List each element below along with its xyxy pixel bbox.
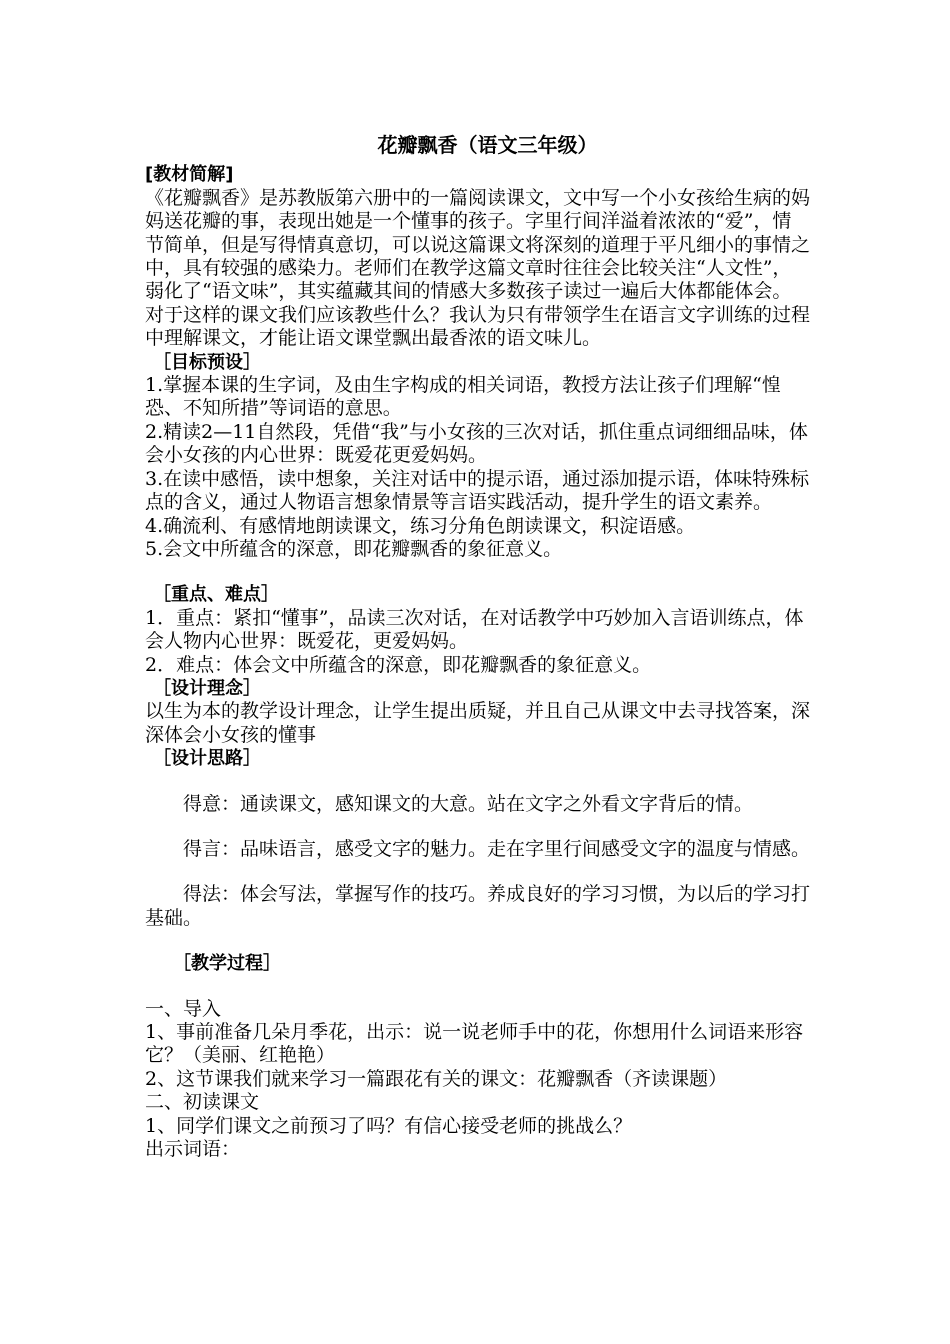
key-heading: ［重点、难点］ [153, 584, 279, 606]
key-item: 1．重点：紧扣“懂事”，品读三次对话，在对话教学中巧妙加入言语训练点，体会人物内心世界：既爱花，更爱妈妈。 [145, 606, 804, 653]
process-line: 一、导入 [145, 997, 222, 1020]
process-line: 1、同学们课文之前预习了吗？有信心接受老师的挑战么？ [145, 1114, 633, 1137]
process-line: 1、事前准备几朵月季花，出示：说一说老师手中的花，你想用什么词语来形容它？（美丽、红艳艳） [145, 1021, 804, 1067]
key-item: 2．难点：体会文中所蕴含的深意，即花瓣飘香的象征意义。 [145, 653, 652, 676]
thinking-heading: ［设计思路］ [153, 748, 261, 770]
document-page [145, 134, 810, 1161]
goal-item: 3.在读中感悟，读中想象，关注对话中的提示语，通过添加提示语，体味特殊标点的含义，通过人物语言想象情景等言语实践活动，提升学生的语文素养。 [145, 467, 810, 514]
intro-text: 《花瓣飘香》是苏教版第六册中的一篇阅读课文，文中写一个小女孩给生病的妈妈送花瓣的事，表现出她是一个懂事的孩子。字里行间洋溢着浓浓的“爱”，情节简单，但是写得情真意切，可以说这篇课文将深刻的道理于平凡细小的事情之中，具有较强的感染力。老师们在教学这篇文章时往往会比较关注“人文性”，弱化了“语文味”，其实蕴藏其间的情感大多数孩子读过一遍后大体都能体会。对于这样的课文我们应该教些什么？我认为只有带领学生在语言文字训练的过程中理解课文，才能让语文课堂飘出最香浓的语文味儿。 [145, 186, 811, 350]
concept-text: 以生为本的教学设计理念，让学生提出质疑，并且自己从课文中去寻找答案，深深体会小女孩的懂事 [145, 700, 811, 746]
intro-heading: [教材简解] [145, 164, 234, 186]
goal-item: 4.确流利、有感情地朗读课文，练习分角色朗读课文，积淀语感。 [145, 514, 696, 537]
goals-heading: ［目标预设］ [153, 351, 261, 373]
process-line: 2、这节课我们就来学习一篇跟花有关的课文：花瓣飘香（齐读课题） [145, 1067, 728, 1090]
thinking-item: 得法：体会写法，掌握写作的技巧。养成良好的学习习惯，为以后的学习打基础。 [145, 883, 811, 929]
thinking-item: 得言：品味语言，感受文字的魅力。走在字里行间感受文字的温度与情感。 [183, 837, 811, 860]
goal-item: 2.精读2—11自然段，凭借“我”与小女孩的三次对话，抓住重点词细细品味，体会小女孩的内心世界：既爱花更爱妈妈。 [145, 420, 808, 467]
concept-heading: ［设计理念］ [153, 677, 261, 699]
process-line: 二、初读课文 [145, 1091, 260, 1114]
document-title: 花瓣飘香（语文三年级） [377, 133, 598, 157]
process-line: 出示词语： [145, 1138, 241, 1161]
thinking-item: 得意：通读课文，感知课文的大意。站在文字之外看文字背后的情。 [183, 792, 754, 815]
goal-item: 5.会文中所蕴含的深意，即花瓣飘香的象征意义。 [145, 537, 563, 560]
goal-item: 1.掌握本课的生字词，及由生字构成的相关词语，教授方法让孩子们理解“惶恐、不知所措”等词语的意思。 [145, 374, 781, 420]
process-heading: ［教学过程］ [173, 953, 281, 975]
